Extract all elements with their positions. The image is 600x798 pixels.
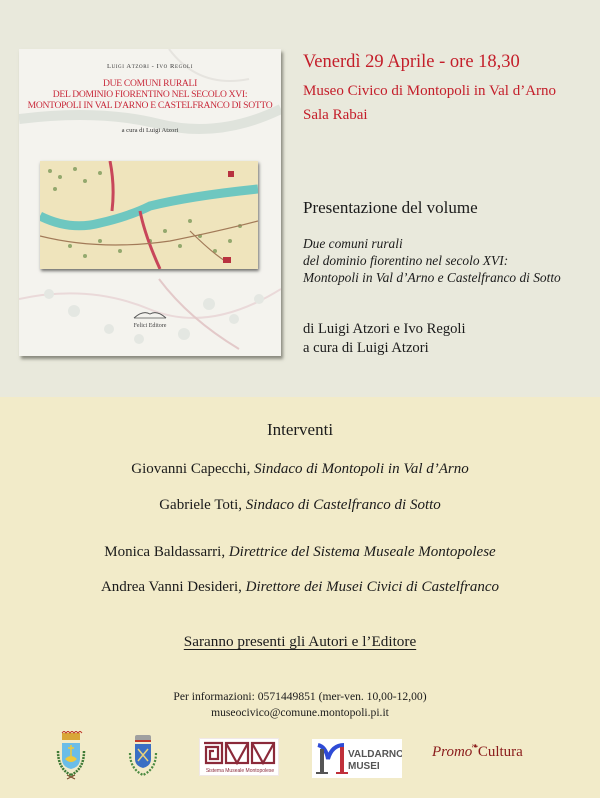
cover-curator: a cura di Luigi Atzori	[121, 127, 179, 134]
event-room: Sala Rabai	[303, 107, 368, 123]
program-section	[0, 397, 600, 798]
cover-map-image	[40, 161, 258, 269]
valdarno-label: VALDARNO	[348, 749, 402, 760]
speaker-name: Monica Baldassarri,	[104, 544, 226, 560]
sistema-museale-label: Sistema Museale Montopolese	[205, 768, 275, 774]
speaker-role: Sindaco di Montopoli in Val d’Arno	[254, 461, 469, 477]
volume-title	[303, 235, 561, 286]
sistema-museale-logo	[199, 738, 279, 776]
speaker-name: Giovanni Capecchi,	[131, 461, 251, 477]
volume-authors	[303, 320, 466, 357]
cover-title-line: MONTOPOLI IN VAL D'ARNO E CASTELFRANCO DI SOTTO	[27, 100, 273, 111]
speaker-item	[0, 497, 600, 514]
contact-phone: Per informazioni: 0571449851 (mer-ven. 10,00-12,00)	[173, 690, 427, 703]
speaker-role: Direttrice del Sistema Museale Montopolese	[228, 544, 496, 560]
publisher-logo	[19, 306, 281, 329]
authors-note	[0, 633, 600, 651]
speaker-item	[0, 579, 600, 596]
montopoli-coat-of-arms-icon	[53, 731, 89, 781]
interventi-heading: Interventi	[266, 420, 334, 439]
promo-label: Promo	[432, 744, 473, 760]
presentation-heading: Presentazione del volume	[303, 198, 478, 217]
cover-title-line: DUE COMUNI RURALI	[102, 78, 198, 89]
musei-label: MUSEI	[348, 761, 380, 772]
contact-email[interactable]: museocivico@comune.montopoli.pi.it	[211, 706, 389, 719]
valdarno-musei-logo	[312, 739, 402, 778]
authors-line: di Luigi Atzori e Ivo Regoli	[303, 321, 466, 337]
volume-title-line: Due comuni rurali	[303, 236, 403, 251]
volume-title-line: Montopoli in Val d’Arno e Castelfranco di Sotto	[303, 270, 561, 285]
event-venue: Museo Civico di Montopoli in Val d’Arno	[303, 83, 557, 99]
promocultura-logo	[432, 741, 523, 761]
curator-line: a cura di Luigi Atzori	[303, 339, 429, 356]
speaker-name: Gabriele Toti,	[159, 497, 243, 513]
authors-note-text: Saranno presenti gli Autori e l’Editore	[183, 633, 417, 650]
event-date: Venerdì 29 Aprile - ore 18,30	[303, 52, 520, 72]
cultura-label: Cultura	[477, 744, 523, 760]
volume-title-line: del dominio fiorentino nel secolo XVI:	[303, 253, 509, 268]
promo-ornament-icon: ❧	[471, 741, 479, 751]
speaker-name: Andrea Vanni Desideri,	[100, 579, 242, 595]
publisher-name: Felici Editore	[133, 323, 167, 329]
cover-title	[19, 78, 281, 111]
cover-title-line: DEL DOMINIO FIORENTINO NEL SECOLO XVI:	[52, 89, 248, 100]
publisher-mark-icon	[133, 309, 167, 319]
speaker-role: Direttore dei Musei Civici di Castelfranco	[245, 579, 500, 595]
speaker-role: Sindaco di Castelfranco di Sotto	[245, 497, 441, 513]
speaker-item	[0, 461, 600, 478]
speaker-item	[0, 544, 600, 561]
cover-authors: Luigi Atzori - Ivo Regoli	[107, 63, 193, 70]
book-cover	[19, 49, 281, 356]
castelfranco-coat-of-arms-icon	[124, 733, 162, 781]
